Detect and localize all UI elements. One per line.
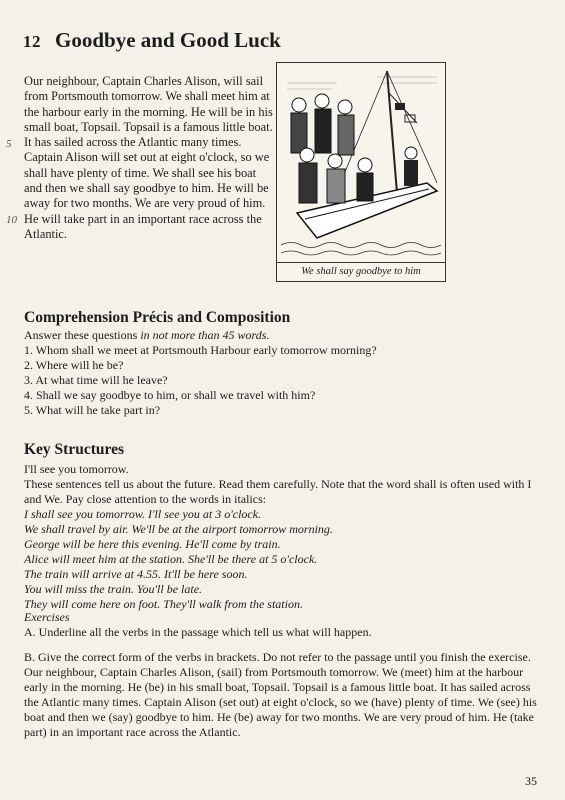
example-3: George will be here this evening. He'll come by train. [24, 537, 281, 551]
key-structures-intro: I'll see you tomorrow. [24, 462, 129, 476]
question-2: 2. Where will he be? [24, 358, 124, 372]
instruction-prefix: Answer these questions [24, 328, 141, 342]
exercises-label: Exercises [24, 610, 70, 624]
example-1: I shall see you tomorrow. I'll see you at 3 o'clock. [24, 507, 262, 521]
example-6: You will miss the train. You'll be late. [24, 582, 203, 596]
passage-text: Our neighbour, Captain Charles Alison, will sail from Portsmouth tomorrow. We shall meet him at the harbour early in the morning. He will be in his small boat, Topsail. Topsail is a famous little boat. It has sailed across the Atlantic many times. Captain Alison will set out at eight o'clock, so we shall have plenty of time. We shall see his boat and then we shall say goodbye to him. He will be away for two months. We are very proud of him. He will take part in an important race across the Atlantic. [24, 74, 273, 241]
exercises-block [24, 610, 544, 740]
example-7: They will come here on foot. They'll walk from the station. [24, 597, 303, 611]
lesson-header [23, 28, 281, 56]
key-structures-block [24, 462, 544, 612]
question-5: 5. What will he take part in? [24, 403, 161, 417]
key-structures-explanation: These sentences tell us about the future. Read them carefully. Note that the word shall is often used with I and We. Pay close attention to the words in italics: [24, 477, 532, 506]
comprehension-block [24, 328, 544, 418]
comprehension-heading: Comprehension Précis and Composition [24, 309, 291, 326]
comprehension-instruction [24, 328, 544, 343]
question-4: 4. Shall we say goodbye to him, or shall we travel with him? [24, 388, 316, 402]
example-2: We shall travel by air. We'll be at the airport tomorrow morning. [24, 522, 333, 536]
line-marker-10: 10 [6, 214, 17, 226]
boat-illustration [277, 63, 445, 263]
exercise-a: A. Underline all the verbs in the passage which tell us what will happen. [24, 625, 372, 639]
illustration-frame [276, 62, 446, 282]
instruction-word-limit: in not more than 45 words. [140, 328, 270, 342]
lesson-number: 12 [23, 32, 41, 51]
question-3: 3. At what time will he leave? [24, 373, 168, 387]
example-4: Alice will meet him at the station. She'll be there at 5 o'clock. [24, 552, 318, 566]
reading-passage [24, 74, 274, 242]
illustration-caption: We shall say goodbye to him [277, 262, 445, 281]
exercise-b-text: Our neighbour, Captain Charles Alison, (sail) from Portsmouth tomorrow. We (meet) him at the harbour early in the morning. He (be) in his small boat, Topsail. Topsail is a famous little boat. It has sailed across the Atlantic many times. Captain Alison (set out) at eight o'clock, so we (have) plenty of time. We (see) his boat and then we (say) goodbye to him. He (be) away for two months. We are very proud of him. He (take part) in an important race across the Atlantic. [24, 665, 537, 739]
exercise-b-instruction: B. Give the correct form of the verbs in brackets. Do not refer to the passage until you finish the exercise. [24, 650, 531, 664]
question-1: 1. Whom shall we meet at Portsmouth Harbour early tomorrow morning? [24, 343, 377, 357]
page-number: 35 [525, 774, 537, 788]
question-list [24, 343, 544, 418]
example-5: The train will arrive at 4.55. It'll be here soon. [24, 567, 248, 581]
line-marker-5: 5 [6, 138, 12, 150]
key-structures-heading: Key Structures [24, 441, 125, 458]
lesson-title: Goodbye and Good Luck [55, 28, 281, 52]
